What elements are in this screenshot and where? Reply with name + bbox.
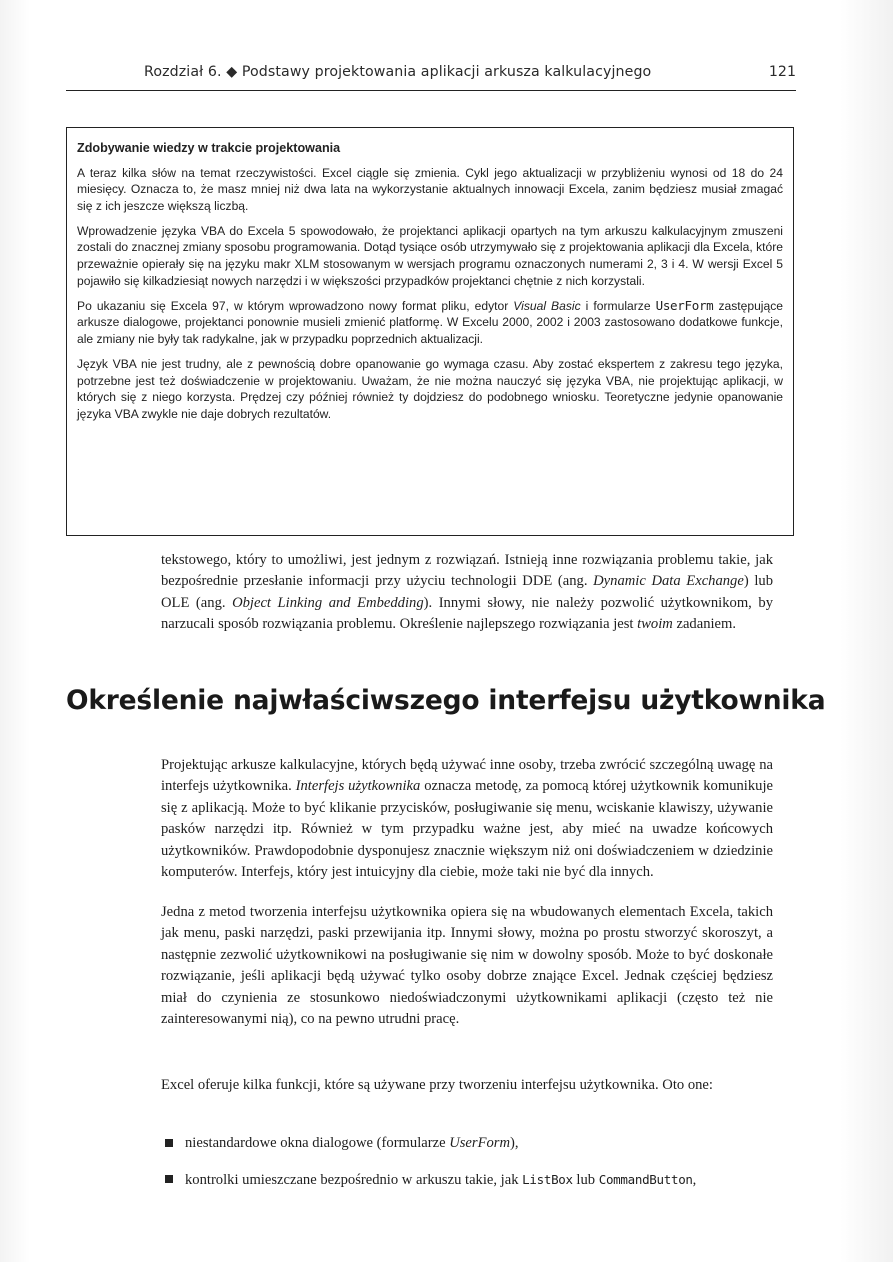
page-number: 121	[768, 64, 796, 80]
list-item	[163, 1133, 803, 1169]
list-item	[163, 1169, 803, 1205]
italic-term: Visual Basic	[513, 298, 581, 313]
body-paragraph	[161, 550, 773, 636]
code-term: ListBox	[522, 1172, 573, 1187]
code-term: UserForm	[655, 297, 714, 313]
sidebar-paragraph: Wprowadzenie języka VBA do Excela 5 spowodowało, że projektanci aplikacji opartych na tym arkuszu kalkulacyjnym zmuszeni zostali do znacznej zmiany sposobu programowania. Dotąd tysiące osób utrzymywało się z projektowania aplikacji dla Excela, które przeważnie opierały się na języku makr XLM stosowanym w wersjach programu oznaczonych numerami 2, 3 i 4. W wersji Excel 5 pojawiło się kilkadziesiąt nowych narzędzi i w większości przypadków projektanci chętnie z nich korzystali.	[77, 223, 783, 288]
text-span: ). Innymi słowy, nie należy pozwolić użytkownikom, by narzucali sposób rozwiązania problemu. Określenie najlepszego rozwiązania jest	[161, 594, 773, 633]
text-span: ) lub OLE (ang.	[161, 573, 773, 611]
section-paragraph-3	[161, 1075, 773, 1096]
text-span: zastępujące arkusze dialogowe, projektanci ponownie musieli zmienić platformę. W Excelu 2000, 2002 i 2003 zastosowano dodatkowe funkcje, ale zmiany nie były tak radykalne, jak w przypadku poprzednich aktualizacji.	[77, 298, 783, 346]
text-span: Projektując arkusze kalkulacyjne, których będą używać inne osoby, trzeba zwrócić szczególną uwagę na interfejs użytkownika.	[161, 757, 773, 795]
bullet-square-icon	[165, 1175, 173, 1183]
sidebar-paragraph: Język VBA nie jest trudny, ale z pewnością dobre opanowanie go wymaga czasu. Aby zostać ekspertem z zakresu tego języka, potrzebne jest też doświadczenie w projektowaniu. Uważam, że nie można nauczyć się języka VBA, nie projektując aplikacji, w których się z niego korzysta. Prędzej czy później również ty dojdziesz do podobnego wniosku. Teoretyczne jedynie opanowanie języka VBA zwykle nie daje dobrych rezultatów.	[77, 357, 783, 421]
text-span: ),	[510, 1135, 519, 1151]
text-span: kontrolki umieszczane bezpośrednio w arkuszu takie, jak	[185, 1172, 523, 1188]
section-paragraph-2	[161, 902, 773, 1030]
italic-term: Dynamic Data Exchange	[593, 573, 744, 590]
text-span: tekstowego, który to umożliwi, jest jednym z rozwiązań. Istnieją inne rozwiązania problemu takie, jak bezpośrednie przesłanie informacji przy użyciu technologii DDE (ang.	[161, 552, 773, 590]
body-paragraph: Jedna z metod tworzenia interfejsu użytkownika opiera się na wbudowanych elementach Excela, takich jak menu, paski narzędzi, paski przewijania itp. Innymi słowy, można po prostu stworzyć skoroszyt, a następnie zezwolić użytkownikowi na posługiwanie się nim w dowolny sposób. Może to być doskonałe rozwiązanie, jeśli aplikacji będą używać tylko osoby dobrze znające Excel. Jednak częściej będziesz miał do czynienia ze stosunkowo niedoświadczonymi użytkownikami aplikacji (często też nie zainteresowanymi nią), co na pewno utrudni pracę.	[161, 904, 773, 1028]
italic-term: twoim	[637, 616, 673, 633]
running-title: Rozdział 6. ◆ Podstawy projektowania aplikacji arkusza kalkulacyjnego	[144, 64, 652, 80]
italic-term: Object Linking and Embedding	[232, 594, 424, 611]
text-span: i formularze	[580, 298, 656, 313]
text-span: ,	[692, 1172, 697, 1188]
text-span: lub	[572, 1172, 599, 1188]
italic-term: Interfejs użytkownika	[295, 778, 421, 795]
continuation-paragraph	[161, 550, 773, 636]
section-heading: Określenie najwłaściwszego interfejsu użytkownika	[66, 685, 826, 716]
text-span: niestandardowe okna dialogowe (formularze	[185, 1135, 450, 1151]
sidebar-box	[66, 127, 794, 536]
running-header	[66, 60, 796, 91]
bullet-list	[163, 1133, 803, 1205]
italic-term: UserForm	[449, 1135, 511, 1151]
sidebar-title: Zdobywanie wiedzy w trakcie projektowania	[77, 141, 341, 155]
sidebar-paragraph: A teraz kilka słów na temat rzeczywistości. Excel ciągle się zmienia. Cykl jego aktualizacji w przybliżeniu wynosi od 18 do 24 miesięcy. Oznacza to, że masz mniej niż dwa lata na wykorzystanie aktualnych innowacji Excela, zanim będziesz musiał zmagać się z ich jeszcze większą liczbą.	[77, 165, 783, 213]
text-span: Po ukazaniu się Excela 97, w którym wprowadzono nowy format pliku, edytor	[77, 298, 514, 313]
code-term: CommandButton	[598, 1172, 693, 1187]
section-paragraph-1	[161, 755, 773, 883]
body-paragraph: Excel oferuje kilka funkcji, które są używane przy tworzeniu interfejsu użytkownika. Oto one:	[161, 1077, 713, 1093]
sidebar-paragraph	[77, 298, 783, 348]
bullet-square-icon	[165, 1139, 173, 1147]
text-span: oznacza metodę, za pomocą której użytkownik komunikuje się z aplikacją. Może to być klikanie przycisków, posługiwanie się menu, wciskanie klawiszy, używanie pasków narzędzi itp. Również w tym przypadku ważne jest, aby mieć na uwadze końcowych użytkowników. Prawdopodobnie dysponujesz znacznie większym niż oni doświadczeniem w dziedzinie komputerów. Interfejs, który jest intuicyjny dla ciebie, może taki nie być dla innych.	[161, 778, 773, 881]
text-span: zadaniem.	[672, 616, 737, 633]
body-paragraph	[161, 755, 773, 883]
